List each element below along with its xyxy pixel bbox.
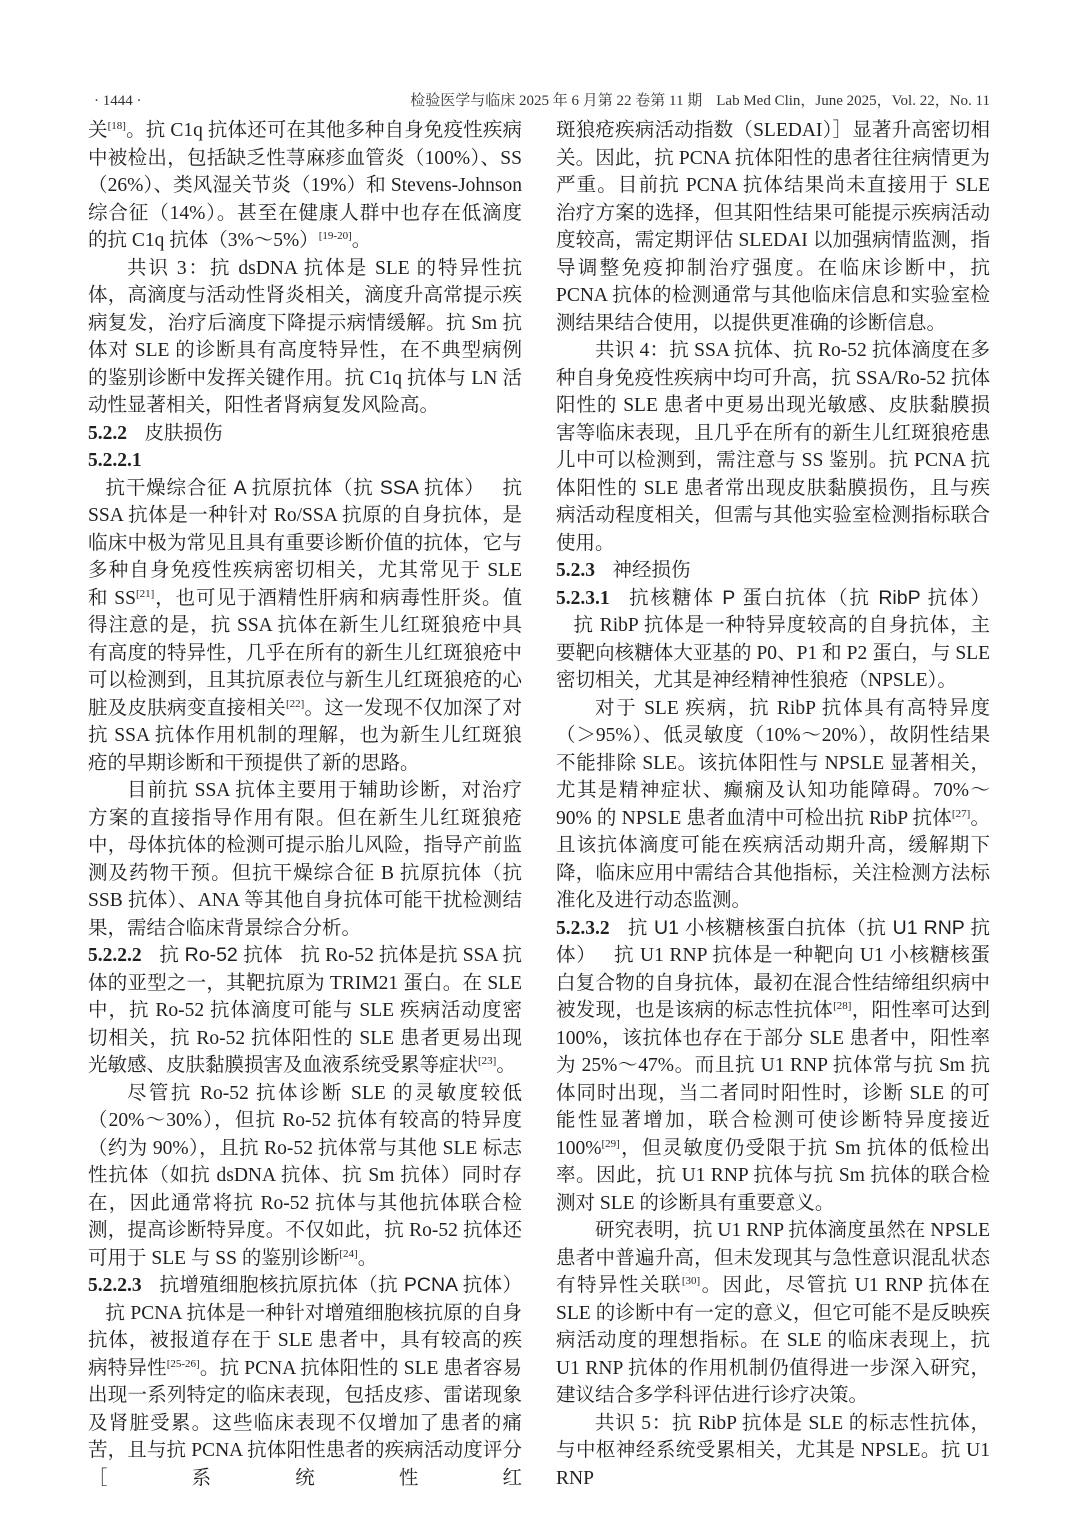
body-text: 。抗 PCNA 抗体阳性的 SLE 患者容易出现一系列特定的临床表现，包括皮疹、雷诺现象及肾脏受累。这些临床表现不仅增加了患者的痛苦，且与抗 PCNA 抗体阳性患者的疾病活动度评分［系统性红 [88, 1357, 522, 1489]
body-text: 共识 4：抗 SSA 抗体、抗 Ro-52 抗体滴度在多种自身免疫性疾病中均可升高，抗 SSA/Ro-52 抗体阳性的 SLE 患者中更易出现光敏感、皮肤黏膜损害等临床表现，且几乎在所有的新生儿红斑狼疮患儿中可以检测到，需注意与 SS 鉴别。抗 PCNA 抗体阳性的 SLE 患者常出现皮肤黏膜损伤，且与疾病活动程度相关，但需与其他实验室检测指标联合使用。 [556, 340, 990, 554]
body-text: 。 [357, 1247, 378, 1269]
citation-ref: [18] [107, 120, 126, 132]
heading-title: 抗 U1 小核糖核蛋白抗体（抗 U1 RNP 抗体） [556, 916, 990, 966]
body-text: 抗 PCNA 抗体是一种针对增殖细胞核抗原的自身抗体，被报道存在于 SLE 患者中，具有较高的疾病特异性 [88, 1302, 522, 1379]
body-text: 尽管抗 Ro-52 抗体诊断 SLE 的灵敏度较低（20%～30%），但抗 Ro-52 抗体有较高的特异度（约为 90%），且抗 Ro-52 抗体常与其他 SLE 标志性抗体（如抗 dsDNA 抗体、抗 Sm 抗体）同时存在，因此通常将抗 Ro-52 抗体与其他抗体联合检测，提高诊断特异度。不仅如此，抗 Ro-52 抗体还可用于 SLE 与 SS 的鉴别诊断 [88, 1082, 522, 1269]
paragraph [88, 117, 522, 255]
section-heading [556, 557, 990, 585]
body-text: 。且该抗体滴度可能在疾病活动期升高，缓解期下降，临床应用中需结合其他指标，关注检测方法标准化及进行动态监测。 [556, 807, 990, 911]
body-text: 共识 5：抗 RibP 抗体是 SLE 的标志性抗体，与中枢神经系统受累相关，尤其是 NPSLE。抗 U1 RNP [556, 1412, 990, 1489]
heading-title: 抗增殖细胞核抗原抗体（抗 PCNA 抗体） [159, 1274, 522, 1296]
body-text: 对于 SLE 疾病，抗 RibP 抗体具有高特异度（＞95%）、低灵敏度（10%～20%），故阴性结果不能排除 SLE。该抗体阳性与 NPSLE 显著相关，尤其是精神症状、癫痫及认知功能障碍。70%～90% 的 NPSLE 患者血清中可检出抗 RibP 抗体 [556, 697, 990, 829]
subsection-paragraph [556, 915, 990, 1218]
citation-ref: [25-26] [166, 1357, 200, 1370]
body-text: 斑狼疮疾病活动指数（SLEDAI）］显著升高密切相关。因此，抗 PCNA 抗体阳性的患者往往病情更为严重。目前抗 PCNA 抗体结果尚未直接用于 SLE 治疗方案的选择，但其阳性结果可能提示疾病活动度较高，需定期评估 SLEDAI 以加强病情监测，指导调整免疫抑制治疗强度。在临床诊断中，抗 PCNA 抗体的检测通常与其他临床信息和实验室检测结果结合使用，以提供更准确的诊断信息。 [556, 120, 990, 334]
journal-info [410, 89, 990, 113]
subsection-paragraph [88, 1272, 522, 1492]
heading-title: 抗 Ro-52 抗体 [159, 944, 283, 966]
body-text: 关 [88, 120, 108, 141]
body-text: 抗 Ro-52 抗体是抗 SSA 抗体的亚型之一，其靶抗原为 TRIM21 蛋白。在 SLE 中，抗 Ro-52 抗体滴度可能与 SLE 疾病活动度密切相关，抗 Ro-52 抗体阳性的 SLE 患者更易出现光敏感、皮肤黏膜损害及血液系统受累等症状 [88, 945, 522, 1076]
heading-title: 抗干燥综合征 A 抗原抗体（抗 SSA 抗体） [105, 476, 485, 499]
paragraph [88, 1080, 522, 1273]
citation-ref: [23] [478, 1055, 497, 1067]
heading-title: 皮肤损伤 [144, 421, 223, 444]
heading-number: 5.2.3 [556, 560, 595, 581]
citation-ref: [19-20] [318, 230, 352, 242]
consensus-paragraph [88, 255, 522, 420]
paragraph [556, 695, 990, 915]
paragraph [88, 777, 522, 942]
body-text: ，但灵敏度仍受限于抗 Sm 抗体的低检出率。因此，抗 U1 RNP 抗体与抗 Sm 抗体的联合检测对 SLE 的诊断具有重要意义。 [556, 1137, 990, 1214]
citation-ref: [24] [339, 1247, 358, 1260]
paragraph [556, 1217, 990, 1410]
section-heading [88, 420, 522, 448]
paragraph [556, 117, 990, 337]
heading-number: 5.2.2 [88, 422, 127, 444]
body-text: 研究表明，抗 U1 RNP 抗体滴度虽然在 NPSLE 患者中普遍升高，但未发现其与急性意识混乱状态有特异性关联 [556, 1220, 990, 1296]
heading-number: 5.2.2.2 [88, 945, 142, 966]
journal-name-en: Lab Med Clin，June 2025，Vol. 22，No. 11 [716, 93, 990, 109]
body-text: 共识 3：抗 dsDNA 抗体是 SLE 的特异性抗体，高滴度与活动性肾炎相关，滴度升高常提示疾病复发，治疗后滴度下降提示病情缓解。抗 Sm 抗体对 SLE 的诊断具有高度特异性，在不典型病例的鉴别诊断中发挥关键作用。抗 C1q 抗体与 LN 活动性显著相关，阳性者肾病复发风险高。 [88, 257, 522, 416]
subsection-paragraph [88, 942, 522, 1080]
citation-ref: [28] [833, 1000, 852, 1012]
body-text: 。抗 C1q 抗体还可在其他多种自身免疫性疾病中被检出，包括缺乏性荨麻疹血管炎（100%）、SS（26%）、类风湿关节炎（19%）和 Stevens-Johnson 综合征（14%）。甚至在健康人群中也存在低滴度的抗 C1q 抗体（3%～5%） [88, 120, 522, 251]
body-text: 抗 SSA 抗体是一种针对 Ro/SSA 抗原的自身抗体，是临床中极为常见且具有重要诊断价值的抗体，它与多种自身免疫性疾病密切相关，尤其常见于 SLE 和 SS [88, 477, 522, 609]
citation-ref: [30] [681, 1275, 701, 1287]
body-text: 抗 RibP 抗体是一种特异度较高的自身抗体，主要靶向核糖体大亚基的 P0、P1 和 P2 蛋白，与 SLE 密切相关，尤其是神经精神性狼疮（NPSLE）。 [556, 615, 990, 691]
body-text: 。 [496, 1055, 516, 1076]
citation-ref: [29] [601, 1137, 620, 1150]
running-header [88, 89, 990, 113]
heading-title: 神经损伤 [612, 559, 691, 581]
consensus-paragraph [556, 1410, 990, 1493]
body-text: ，阳性率可达到 100%，该抗体也存在于部分 SLE 患者中，阳性率为 25%～47%。而且抗 U1 RNP 抗体常与抗 Sm 抗体同时出现，当二者同时阳性时，诊断 SLE 的可能性显著增加，联合检测可使诊断特异度接近 100% [556, 1000, 990, 1159]
body-text: 。因此，尽管抗 U1 RNP 抗体在 SLE 的诊断中有一定的意义，但它可能不是反映疾病活动度的理想指标。在 SLE 的临床表现上，抗 U1 RNP 抗体的作用机制仍值得进一步深入研究，建议结合多学科评估进行诊疗决策。 [556, 1275, 990, 1406]
body-text: 。 [351, 230, 372, 251]
citation-ref: [21] [135, 587, 155, 600]
citation-ref: [22] [285, 697, 305, 710]
subsection-paragraph [88, 447, 522, 777]
consensus-paragraph [556, 337, 990, 557]
journal-name-cn: 检验医学与临床 2025 年 6 月第 22 卷第 11 期 [410, 93, 703, 109]
citation-ref: [27] [951, 807, 971, 820]
heading-number: 5.2.2.3 [88, 1275, 142, 1296]
heading-number: 5.2.3.2 [556, 917, 610, 939]
heading-number: 5.2.3.1 [556, 587, 610, 609]
body-text: 抗 U1 RNP 抗体是一种靶向 U1 小核糖核蛋白复合物的自身抗体，最初在混合性结缔组织病中被发现，也是该病的标志性抗体 [556, 945, 990, 1021]
heading-title: 抗核糖体 P 蛋白抗体（抗 RibP 抗体） [627, 586, 990, 609]
body-text: 。这一发现不仅加深了对抗 SSA 抗体作用机制的理解，也为新生儿红斑狼疮的早期诊断和干预提供了新的思路。 [88, 697, 522, 774]
right-column [556, 117, 990, 1492]
subsection-paragraph [556, 585, 990, 695]
page-number: · 1444 · [94, 93, 142, 109]
body-text: 目前抗 SSA 抗体主要用于辅助诊断，对治疗方案的直接指导作用有限。但在新生儿红斑狼疮中，母体抗体的检测可提示胎儿风险，指导产前监测及药物干预。但抗干燥综合征 B 抗原抗体（抗 SSB 抗体）、ANA 等其他自身抗体可能干扰检测结果，需结合临床背景综合分析。 [88, 780, 522, 939]
body-text: ，也可见于酒精性肝病和病毒性肝炎。值得注意的是，抗 SSA 抗体在新生儿红斑狼疮中具有高度的特异性，几乎在所有的新生儿红斑狼疮中可以检测到，且其抗原表位与新生儿红斑狼疮的心脏及皮肤病变直接相关 [88, 587, 522, 719]
left-column [88, 117, 522, 1492]
heading-number: 5.2.2.1 [88, 450, 142, 471]
